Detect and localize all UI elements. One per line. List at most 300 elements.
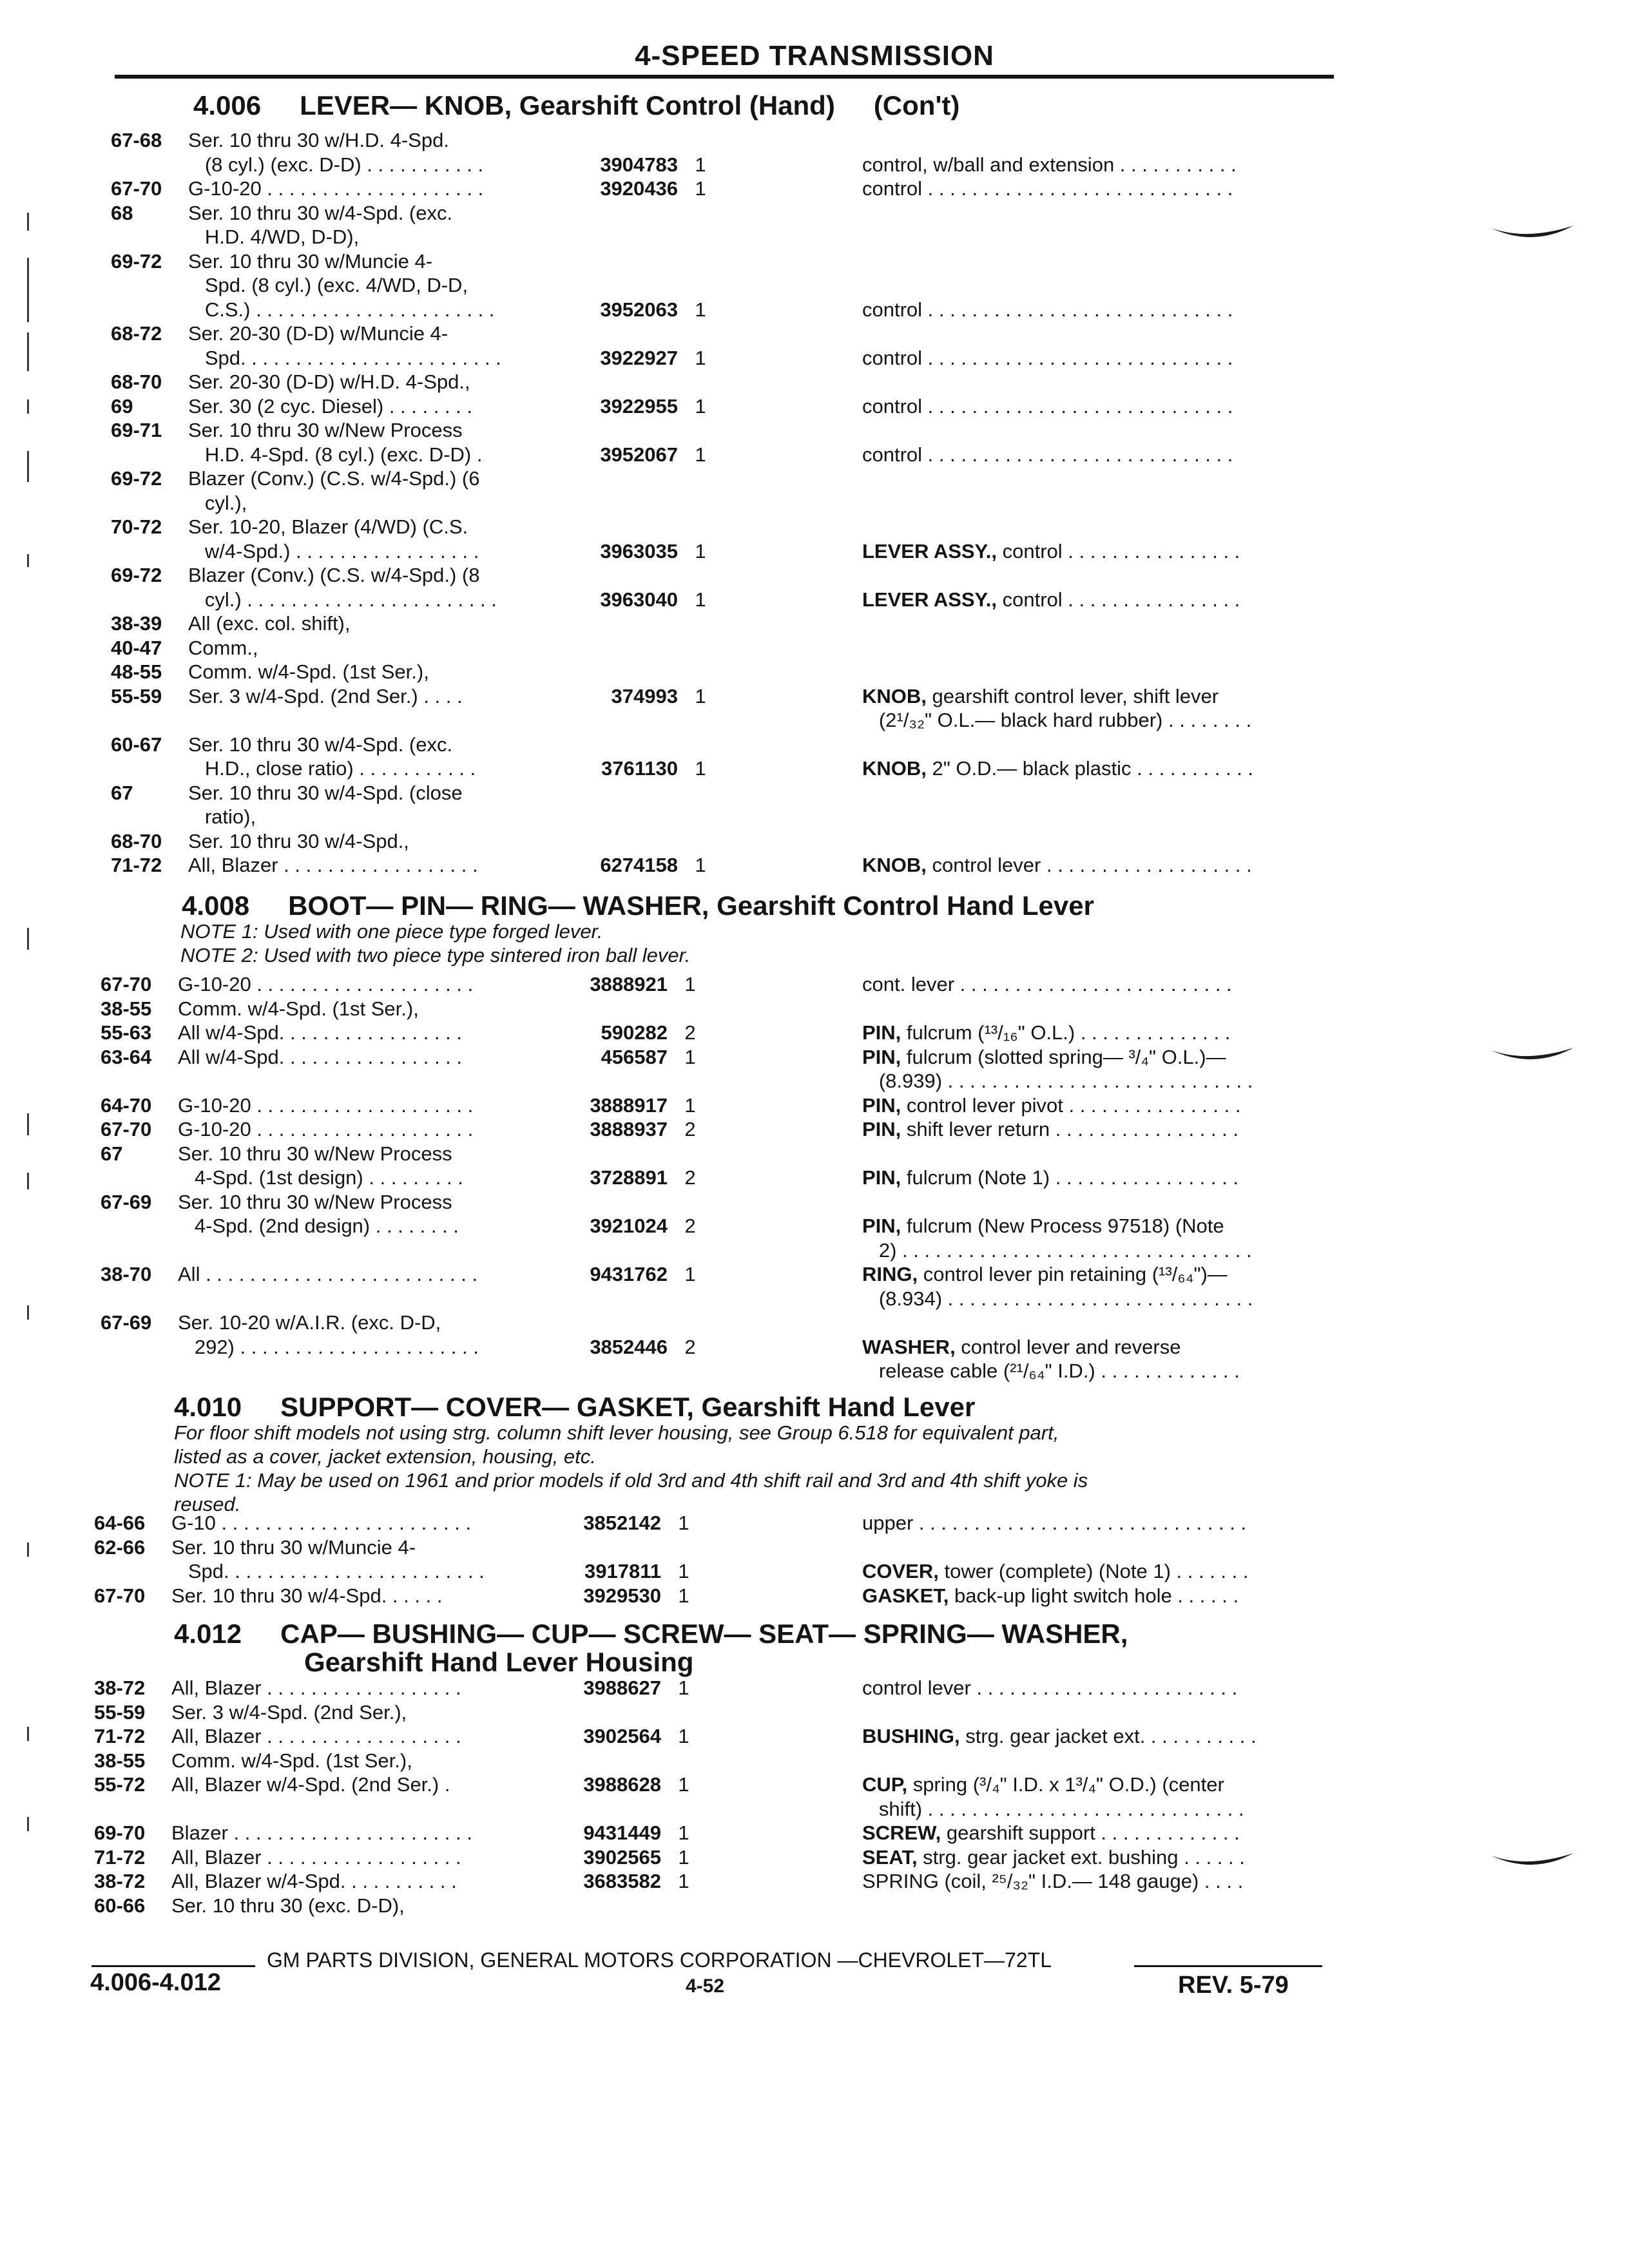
- part-description: PIN, fulcrum (¹³/₁₆" O.L.) . . . . . . . . . . . . . .: [862, 1021, 1231, 1044]
- parts-row: [111, 540, 1340, 564]
- parts-row: [101, 1094, 1340, 1119]
- part-description: GASKET, back-up light switch hole . . . . . .: [862, 1584, 1239, 1607]
- part-number: 3921024: [590, 1215, 668, 1237]
- model-years: 48-55: [111, 660, 162, 683]
- revision-bar: [27, 1817, 29, 1831]
- application-description: All w/4-Spd. . . . . . . . . . . . . . . . .: [178, 1021, 463, 1044]
- parts-row: [111, 443, 1340, 468]
- part-description: PIN, fulcrum (New Process 97518) (Note: [862, 1215, 1224, 1237]
- parts-row: [101, 1070, 1340, 1094]
- part-number: 3963035: [600, 540, 678, 562]
- part-description: control . . . . . . . . . . . . . . . . . . . . . . . . . . . .: [862, 347, 1233, 369]
- quantity: 1: [695, 443, 706, 466]
- quantity: 1: [678, 1725, 689, 1747]
- quantity: 1: [695, 347, 706, 369]
- section-heading: CAP— BUSHING— CUP— SCREW— SEAT— SPRING— WASHER,: [280, 1619, 1128, 1649]
- model-years: 67-70: [111, 177, 162, 200]
- model-years: 40-47: [111, 637, 162, 659]
- parts-row: [101, 997, 1340, 1022]
- application-description: Blazer (Conv.) (C.S. w/4-Spd.) (6: [188, 467, 480, 490]
- application-description: cyl.),: [188, 492, 247, 514]
- revision-bar: [27, 1173, 29, 1189]
- revision-bar: [27, 1727, 29, 1741]
- section-number: 4.012: [174, 1619, 242, 1649]
- section-4012-title-line2: Gearshift Hand Lever Housing: [304, 1647, 694, 1677]
- model-years: 67: [101, 1142, 123, 1165]
- part-name-keyword: RING,: [862, 1263, 918, 1285]
- quantity: 2: [684, 1166, 696, 1189]
- part-name-keyword: PIN,: [862, 1046, 901, 1068]
- part-name-keyword: WASHER,: [862, 1336, 956, 1358]
- quantity: 1: [695, 298, 706, 321]
- application-description: Comm.,: [188, 637, 258, 659]
- parts-row: [111, 685, 1340, 709]
- parts-row: [111, 395, 1340, 419]
- part-number: 3929530: [583, 1584, 661, 1607]
- section-number: 4.006: [193, 90, 262, 120]
- footer-rule-right: [1134, 1965, 1322, 1967]
- footer-rule-left: [92, 1965, 255, 1967]
- parts-row: [111, 805, 1340, 830]
- parts-row: [94, 1870, 1340, 1894]
- quantity: 1: [678, 1584, 689, 1607]
- model-years: 71-72: [94, 1846, 146, 1869]
- part-number: 9431449: [583, 1821, 661, 1844]
- part-name-keyword: PIN,: [862, 1166, 901, 1189]
- part-number: 3904783: [600, 153, 678, 176]
- part-number: 3952063: [600, 298, 678, 321]
- parts-row: [94, 1846, 1340, 1870]
- part-number: 3852446: [590, 1336, 668, 1358]
- part-number: 3683582: [583, 1870, 661, 1892]
- part-description: (8.939) . . . . . . . . . . . . . . . . . . . . . . . . . . . .: [862, 1070, 1253, 1092]
- parts-row: [101, 1142, 1340, 1167]
- part-number: 3922955: [600, 395, 678, 418]
- section-heading: LEVER— KNOB, Gearshift Control (Hand): [300, 90, 835, 120]
- parts-row: [111, 492, 1340, 516]
- part-description: control lever . . . . . . . . . . . . . . . . . . . . . . . .: [862, 1677, 1238, 1699]
- model-years: 68-72: [111, 322, 162, 345]
- application-description: Spd. . . . . . . . . . . . . . . . . . . . . . . .: [188, 347, 501, 369]
- part-number: 3922927: [600, 347, 678, 369]
- application-description: Ser. 10 thru 30 w/4-Spd. (exc.: [188, 733, 453, 756]
- parts-row: [111, 467, 1340, 492]
- quantity: 1: [695, 854, 706, 876]
- application-description: 4-Spd. (1st design) . . . . . . . . .: [178, 1166, 463, 1189]
- part-description: SEAT, strg. gear jacket ext. bushing . . . . . .: [862, 1846, 1245, 1869]
- parts-row: [101, 1046, 1340, 1070]
- part-description: PIN, fulcrum (Note 1) . . . . . . . . . . . . . . . . .: [862, 1166, 1239, 1189]
- part-name-keyword: COVER,: [862, 1560, 939, 1582]
- model-years: 38-39: [111, 612, 162, 635]
- parts-row: [94, 1584, 1340, 1609]
- application-description: Ser. 20-30 (D-D) w/Muncie 4-: [188, 322, 448, 345]
- revision-bar: [27, 1113, 29, 1135]
- section-continued: (Con't): [873, 90, 960, 120]
- part-number: 374993: [611, 685, 678, 707]
- part-name-keyword: PIN,: [862, 1215, 901, 1237]
- application-description: 292) . . . . . . . . . . . . . . . . . . . . . .: [178, 1336, 479, 1358]
- application-description: All, Blazer . . . . . . . . . . . . . . . . . .: [171, 1846, 461, 1869]
- part-description: PIN, shift lever return . . . . . . . . . . . . . . . . .: [862, 1118, 1239, 1140]
- quantity: 1: [695, 757, 706, 780]
- part-name-keyword: PIN,: [862, 1021, 901, 1044]
- parts-row: [101, 1263, 1340, 1287]
- parts-row: [111, 709, 1340, 733]
- parts-row: [101, 1336, 1340, 1360]
- part-name-keyword: PIN,: [862, 1118, 901, 1140]
- model-years: 67-70: [94, 1584, 146, 1607]
- parts-row: [94, 1701, 1340, 1725]
- application-description: Ser. 10-20, Blazer (4/WD) (C.S.: [188, 515, 468, 538]
- quantity: 1: [684, 1263, 696, 1285]
- part-number: 3988628: [583, 1773, 661, 1796]
- application-description: Ser. 10 thru 30 w/4-Spd. (exc.: [188, 202, 453, 224]
- part-description: COVER, tower (complete) (Note 1) . . . . . . .: [862, 1560, 1249, 1582]
- parts-row: [101, 1118, 1340, 1142]
- model-years: 55-72: [94, 1773, 146, 1796]
- parts-row: [111, 854, 1340, 878]
- quantity: 2: [684, 1021, 696, 1044]
- parts-row: [101, 973, 1340, 997]
- part-description: control, w/ball and extension . . . . . . . . . . .: [862, 153, 1237, 176]
- parts-row: [111, 564, 1340, 588]
- part-number: 3988627: [583, 1677, 661, 1699]
- application-description: All (exc. col. shift),: [188, 612, 351, 635]
- revision-bar: [27, 554, 29, 567]
- part-number: 3888917: [590, 1094, 668, 1117]
- quantity: 1: [695, 153, 706, 176]
- application-description: Ser. 10 thru 30 (exc. D-D),: [171, 1894, 405, 1917]
- quantity: 1: [695, 177, 706, 200]
- parts-row: [111, 129, 1340, 153]
- revision-bar: [27, 399, 29, 414]
- part-name-keyword: LEVER ASSY.,: [862, 540, 998, 562]
- application-description: Comm. w/4-Spd. (1st Ser.),: [178, 997, 419, 1020]
- part-name-keyword: LEVER ASSY.,: [862, 588, 998, 611]
- section-note: listed as a cover, jacket extension, housing, etc.: [174, 1445, 596, 1468]
- parts-row: [101, 1215, 1340, 1239]
- parts-row: [111, 226, 1340, 250]
- part-description: PIN, control lever pivot . . . . . . . . . . . . . . . .: [862, 1094, 1241, 1117]
- section-note: NOTE 1: May be used on 1961 and prior models if old 3rd and 4th shift rail and 3rd and 4th shift yoke is: [174, 1469, 1088, 1492]
- part-description: BUSHING, strg. gear jacket ext. . . . . . . . . . .: [862, 1725, 1257, 1747]
- part-number: 3917811: [584, 1560, 661, 1582]
- application-description: All w/4-Spd. . . . . . . . . . . . . . . . .: [178, 1046, 463, 1068]
- model-years: 60-66: [94, 1894, 146, 1917]
- part-description: CUP, spring (³/₄" I.D. x 1³/₄" O.D.) (center: [862, 1773, 1224, 1796]
- revision-bar: [27, 1305, 29, 1320]
- footer-publisher: GM PARTS DIVISION, GENERAL MOTORS CORPORATION —CHEVROLET—72TL: [267, 1948, 1052, 1972]
- application-description: H.D. 4-Spd. (8 cyl.) (exc. D-D) .: [188, 443, 483, 466]
- application-description: w/4-Spd.) . . . . . . . . . . . . . . . . .: [188, 540, 479, 562]
- section-number: 4.010: [174, 1392, 242, 1422]
- part-description: cont. lever . . . . . . . . . . . . . . . . . . . . . . . . .: [862, 973, 1232, 995]
- parts-row: [111, 612, 1340, 637]
- quantity: 1: [678, 1773, 689, 1796]
- model-years: 55-63: [101, 1021, 152, 1044]
- application-description: (8 cyl.) (exc. D-D) . . . . . . . . . . .: [188, 153, 484, 176]
- part-description: SCREW, gearshift support . . . . . . . . . . . . .: [862, 1821, 1240, 1844]
- part-description: control . . . . . . . . . . . . . . . . . . . . . . . . . . . .: [862, 177, 1233, 200]
- application-description: G-10-20 . . . . . . . . . . . . . . . . . . . .: [178, 1094, 474, 1117]
- part-description: (2¹/₃₂" O.L.— black hard rubber) . . . . . . . .: [862, 709, 1252, 731]
- parts-row: [101, 1311, 1340, 1336]
- parts-row: [94, 1560, 1340, 1584]
- model-years: 62-66: [94, 1536, 146, 1559]
- application-description: Ser. 10 thru 30 w/Muncie 4-: [188, 250, 433, 273]
- part-description: control . . . . . . . . . . . . . . . . . . . . . . . . . . . .: [862, 443, 1233, 466]
- parts-row: [101, 1191, 1340, 1215]
- quantity: 1: [678, 1512, 689, 1534]
- application-description: Ser. 10-20 w/A.I.R. (exc. D-D,: [178, 1311, 441, 1334]
- parts-row: [111, 322, 1340, 347]
- quantity: 1: [695, 540, 706, 562]
- application-description: Spd. . . . . . . . . . . . . . . . . . . . . . . .: [171, 1560, 485, 1582]
- part-description: KNOB, control lever . . . . . . . . . . . . . . . . . . .: [862, 854, 1252, 876]
- application-description: All, Blazer w/4-Spd. . . . . . . . . . .: [171, 1870, 457, 1892]
- application-description: Ser. 10 thru 30 w/New Process: [178, 1142, 452, 1165]
- part-description: SPRING (coil, ²⁵/₃₂" I.D.— 148 gauge) . . . .: [862, 1870, 1244, 1892]
- part-description: release cable (²¹/₆₄" I.D.) . . . . . . . . . . . . .: [862, 1360, 1240, 1382]
- application-description: Ser. 10 thru 30 w/New Process: [178, 1191, 452, 1213]
- model-years: 68-70: [111, 370, 162, 393]
- part-name-keyword: CUP,: [862, 1773, 908, 1796]
- footer-page-number: 4-52: [686, 1975, 725, 1997]
- part-number: 3902565: [583, 1846, 661, 1869]
- parts-row: [101, 1360, 1340, 1384]
- model-years: 68-70: [111, 830, 162, 852]
- parts-row: [94, 1512, 1340, 1536]
- part-description: 2) . . . . . . . . . . . . . . . . . . . . . . . . . . . . . . . .: [862, 1239, 1252, 1262]
- application-description: C.S.) . . . . . . . . . . . . . . . . . . . . . .: [188, 298, 495, 321]
- application-description: H.D., close ratio) . . . . . . . . . . .: [188, 757, 476, 780]
- part-name-keyword: GASKET,: [862, 1584, 949, 1607]
- parts-row: [111, 370, 1340, 395]
- parts-row: [111, 660, 1340, 685]
- parts-row: [111, 202, 1340, 226]
- revision-bar: [27, 928, 29, 950]
- part-description: KNOB, gearshift control lever, shift lever: [862, 685, 1219, 707]
- part-description: (8.934) . . . . . . . . . . . . . . . . . . . . . . . . . . . .: [862, 1287, 1253, 1310]
- parts-row: [111, 830, 1340, 854]
- part-description: shift) . . . . . . . . . . . . . . . . . . . . . . . . . . . . .: [862, 1798, 1244, 1820]
- application-description: cyl.) . . . . . . . . . . . . . . . . . . . . . . .: [188, 588, 497, 611]
- part-name-keyword: PIN,: [862, 1094, 901, 1117]
- quantity: 2: [684, 1215, 696, 1237]
- revision-bar: [27, 258, 29, 322]
- model-years: 69-72: [111, 250, 162, 273]
- part-number: 6274158: [600, 854, 678, 876]
- binder-hole-mark: [1489, 222, 1579, 247]
- model-years: 67-70: [101, 1118, 152, 1140]
- quantity: 1: [684, 1094, 696, 1117]
- model-years: 38-72: [94, 1870, 146, 1892]
- part-description: RING, control lever pin retaining (¹³/₆₄")—: [862, 1263, 1228, 1285]
- application-description: Ser. 10 thru 30 w/Muncie 4-: [171, 1536, 416, 1559]
- application-description: Ser. 3 w/4-Spd. (2nd Ser.),: [171, 1701, 407, 1724]
- quantity: 1: [678, 1677, 689, 1699]
- part-number: 3902564: [583, 1725, 661, 1747]
- parts-row: [111, 347, 1340, 371]
- part-description: KNOB, 2" O.D.— black plastic . . . . . . . . . . .: [862, 757, 1254, 780]
- part-name-keyword: BUSHING,: [862, 1725, 960, 1747]
- model-years: 67-68: [111, 129, 162, 151]
- section-number: 4.008: [182, 890, 250, 921]
- part-description: LEVER ASSY., control . . . . . . . . . . . . . . . .: [862, 540, 1240, 562]
- revision-bar: [27, 213, 29, 231]
- section-note: For floor shift models not using strg. column shift lever housing, see Group 6.518 for equivalent part,: [174, 1421, 1059, 1444]
- application-description: All, Blazer . . . . . . . . . . . . . . . . . .: [171, 1725, 461, 1747]
- application-description: Ser. 10 thru 30 w/H.D. 4-Spd.: [188, 129, 449, 151]
- application-description: All . . . . . . . . . . . . . . . . . . . . . . . . .: [178, 1263, 478, 1285]
- model-years: 67-70: [101, 973, 152, 995]
- parts-row: [94, 1773, 1340, 1798]
- part-name-keyword: KNOB,: [862, 854, 927, 876]
- parts-row: [111, 782, 1340, 806]
- section-4008-title: [182, 890, 1094, 921]
- parts-row: [111, 515, 1340, 540]
- section-note: NOTE 1: Used with one piece type forged lever.: [180, 920, 603, 943]
- quantity: 1: [678, 1821, 689, 1844]
- binder-hole-mark: [1489, 1044, 1579, 1070]
- section-note: NOTE 2: Used with two piece type sintered iron ball lever.: [180, 944, 691, 966]
- quantity: 1: [678, 1846, 689, 1869]
- quantity: 1: [695, 685, 706, 707]
- part-number: 3963040: [600, 588, 678, 611]
- application-description: H.D. 4/WD, D-D),: [188, 226, 360, 248]
- section-note: reused.: [174, 1493, 241, 1515]
- model-years: 71-72: [111, 854, 162, 876]
- quantity: 1: [684, 1046, 696, 1068]
- parts-row: [101, 1166, 1340, 1191]
- part-number: 3888921: [590, 973, 668, 995]
- model-years: 69-70: [94, 1821, 146, 1844]
- model-years: 71-72: [94, 1725, 146, 1747]
- part-number: 456587: [601, 1046, 668, 1068]
- part-number: 3728891: [590, 1166, 668, 1189]
- model-years: 38-55: [101, 997, 152, 1020]
- model-years: 55-59: [94, 1701, 146, 1724]
- part-description: control . . . . . . . . . . . . . . . . . . . . . . . . . . . .: [862, 298, 1233, 321]
- part-number: 3952067: [600, 443, 678, 466]
- parts-row: [94, 1749, 1340, 1774]
- footer-section-range: 4.006-4.012: [90, 1969, 221, 1996]
- application-description: All, Blazer . . . . . . . . . . . . . . . . . .: [188, 854, 478, 876]
- parts-row: [101, 1287, 1340, 1312]
- application-description: Comm. w/4-Spd. (1st Ser.),: [171, 1749, 412, 1772]
- revision-bar: [27, 332, 29, 371]
- model-years: 63-64: [101, 1046, 152, 1068]
- parts-row: [111, 757, 1340, 782]
- revision-bar: [27, 451, 29, 482]
- part-description: LEVER ASSY., control . . . . . . . . . . . . . . . .: [862, 588, 1240, 611]
- application-description: Ser. 20-30 (D-D) w/H.D. 4-Spd.,: [188, 370, 470, 393]
- parts-row: [94, 1725, 1340, 1749]
- model-years: 38-55: [94, 1749, 146, 1772]
- section-heading: SUPPORT— COVER— GASKET, Gearshift Hand Lever: [280, 1392, 976, 1422]
- quantity: 1: [695, 588, 706, 611]
- part-name-keyword: KNOB,: [862, 685, 927, 707]
- application-description: Blazer (Conv.) (C.S. w/4-Spd.) (8: [188, 564, 480, 586]
- parts-row: [94, 1894, 1340, 1919]
- application-description: ratio),: [188, 805, 256, 828]
- parts-row: [101, 1021, 1340, 1046]
- model-years: 55-59: [111, 685, 162, 707]
- part-number: 590282: [601, 1021, 668, 1044]
- model-years: 69-72: [111, 564, 162, 586]
- application-description: Comm. w/4-Spd. (1st Ser.),: [188, 660, 429, 683]
- parts-row: [94, 1536, 1340, 1561]
- parts-row: [111, 153, 1340, 178]
- quantity: 1: [695, 395, 706, 418]
- application-description: All, Blazer . . . . . . . . . . . . . . . . . .: [171, 1677, 461, 1699]
- application-description: 4-Spd. (2nd design) . . . . . . . .: [178, 1215, 459, 1237]
- parts-row: [111, 250, 1340, 274]
- quantity: 1: [684, 973, 696, 995]
- model-years: 38-70: [101, 1263, 152, 1285]
- part-number: 3920436: [600, 177, 678, 200]
- application-description: G-10-20 . . . . . . . . . . . . . . . . . . . .: [188, 177, 484, 200]
- application-description: Ser. 30 (2 cyc. Diesel) . . . . . . . .: [188, 395, 473, 418]
- section-heading: BOOT— PIN— RING— WASHER, Gearshift Control Hand Lever: [288, 890, 1094, 921]
- model-years: 60-67: [111, 733, 162, 756]
- model-years: 38-72: [94, 1677, 146, 1699]
- part-description: WASHER, control lever and reverse: [862, 1336, 1181, 1358]
- section-4010-title: [174, 1392, 975, 1423]
- quantity: 1: [678, 1870, 689, 1892]
- model-years: 70-72: [111, 515, 162, 538]
- application-description: Ser. 10 thru 30 w/4-Spd. (close: [188, 782, 463, 804]
- model-years: 69: [111, 395, 133, 418]
- model-years: 67-69: [101, 1311, 152, 1334]
- parts-row: [111, 733, 1340, 758]
- page-header-title: 4-SPEED TRANSMISSION: [635, 40, 994, 72]
- application-description: G-10-20 . . . . . . . . . . . . . . . . . . . .: [178, 1118, 474, 1140]
- section-4006-title: [193, 90, 959, 121]
- section-4012-title: [174, 1619, 1128, 1649]
- part-name-keyword: SEAT,: [862, 1846, 918, 1869]
- application-description: Spd. (8 cyl.) (exc. 4/WD, D-D,: [188, 274, 468, 296]
- header-rule: [115, 75, 1334, 79]
- part-number: 9431762: [590, 1263, 668, 1285]
- parts-row: [101, 1239, 1340, 1264]
- model-years: 64-70: [101, 1094, 152, 1117]
- parts-row: [111, 274, 1340, 298]
- part-description: PIN, fulcrum (slotted spring— ³/₄" O.L.)—: [862, 1046, 1226, 1068]
- model-years: 69-72: [111, 467, 162, 490]
- parts-row: [111, 637, 1340, 661]
- part-name-keyword: KNOB,: [862, 757, 927, 780]
- parts-row: [94, 1677, 1340, 1701]
- application-description: Ser. 10 thru 30 w/New Process: [188, 419, 463, 441]
- quantity: 1: [678, 1560, 689, 1582]
- parts-row: [111, 588, 1340, 613]
- part-name-keyword: SCREW,: [862, 1821, 941, 1844]
- parts-row: [94, 1798, 1340, 1822]
- part-number: 3888937: [590, 1118, 668, 1140]
- binder-hole-mark: [1489, 1849, 1579, 1875]
- parts-row: [94, 1821, 1340, 1846]
- part-description: upper . . . . . . . . . . . . . . . . . . . . . . . . . . . . . .: [862, 1512, 1247, 1534]
- part-description: control . . . . . . . . . . . . . . . . . . . . . . . . . . . .: [862, 395, 1233, 418]
- model-years: 67: [111, 782, 133, 804]
- part-number: 3852142: [583, 1512, 661, 1534]
- parts-row: [111, 177, 1340, 202]
- parts-row: [111, 298, 1340, 323]
- part-number: 3761130: [601, 757, 678, 780]
- application-description: Blazer . . . . . . . . . . . . . . . . . . . . . .: [171, 1821, 472, 1844]
